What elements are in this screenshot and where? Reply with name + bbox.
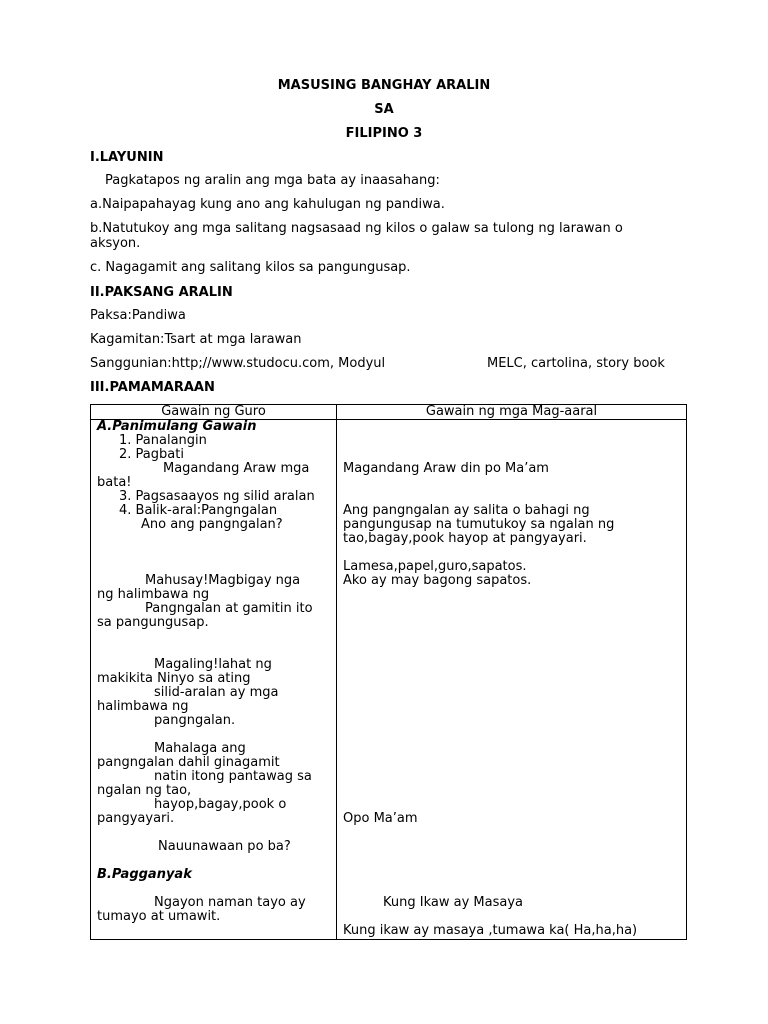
teacher-line: Mahalaga ang (154, 741, 246, 756)
teacher-line: pangyayari. (97, 811, 175, 826)
sanggunian-line-cont: MELC, cartolina, story book (487, 356, 665, 371)
student-line: Ang pangngalan ay salita o bahagi ng (343, 503, 590, 518)
teacher-line: Ngayon naman tayo ay (154, 895, 306, 910)
layunin-intro: Pagkatapos ng aralin ang mga bata ay inaasahang: (105, 173, 440, 188)
list-item: 2. Pagbati (119, 447, 184, 462)
student-line: pangungusap na tumutukoy sa ngalan ng (343, 517, 615, 532)
teacher-line: halimbawa ng (97, 699, 189, 714)
list-item: 3. Pagsasaayos ng silid aralan (119, 489, 315, 504)
teacher-line: ng halimbawa ng (97, 587, 210, 602)
layunin-a: a.Naipapahayag kung ano ang kahulugan ng pandiwa. (90, 197, 445, 212)
teacher-line: ngalan ng tao, (97, 783, 192, 798)
table-row (91, 420, 687, 940)
document-title-sa: SA (374, 102, 394, 117)
teacher-line: bata! (97, 475, 132, 490)
teacher-line: sa pangungusap. (97, 615, 209, 630)
teacher-line: Pangngalan at gamitin ito (145, 601, 313, 616)
teacher-line: pangngalan. (154, 713, 236, 728)
teacher-line: Nauunawaan po ba? (158, 839, 291, 854)
list-item: 1. Panalangin (119, 433, 207, 448)
table-header-row (91, 405, 687, 420)
teacher-line: silid-aralan ay mga (154, 685, 279, 700)
header-gawain-guro: Gawain ng Guro (91, 405, 337, 420)
student-line: Ako ay may bagong sapatos. (343, 573, 532, 588)
teacher-line: Mahusay!Magbigay nga (145, 573, 301, 588)
teacher-line: tumayo at umawit. (97, 909, 221, 924)
student-line: Magandang Araw din po Ma’am (343, 461, 549, 476)
section-panimulang-gawain: A.Panimulang Gawain (97, 419, 257, 434)
song-line: Kung ikaw ay masaya ,tumawa ka( Ha,ha,ha) (343, 923, 638, 938)
teacher-line: pangngalan dahil ginagamit (97, 755, 280, 770)
paksa-line: Paksa:Pandiwa (90, 308, 186, 323)
teacher-line: hayop,bagay,pook o (154, 797, 287, 812)
lesson-table (90, 404, 687, 940)
sanggunian-line: Sanggunian:http;//www.studocu.com, Modyul (90, 356, 386, 371)
song-title: Kung Ikaw ay Masaya (383, 895, 523, 910)
teacher-line: makikita Ninyo sa ating (97, 671, 251, 686)
teacher-line: Magandang Araw mga (163, 461, 310, 476)
kagamitan-line: Kagamitan:Tsart at mga larawan (90, 332, 302, 347)
layunin-b-cont: aksyon. (90, 236, 141, 251)
layunin-b: b.Natutukoy ang mga salitang nagsasaad ng kilos o galaw sa tulong ng larawan o (90, 221, 623, 236)
teacher-line: natin itong pantawag sa (154, 769, 312, 784)
paksa-heading: II.PAKSANG ARALIN (90, 285, 233, 300)
teacher-line: Magaling!lahat ng (154, 657, 272, 672)
section-pagganyak: B.Pagganyak (97, 867, 192, 882)
list-item: 4. Balik-aral:Pangngalan (119, 503, 278, 518)
student-line: Opo Ma’am (343, 811, 418, 826)
student-line: tao,bagay,pook hayop at pangyayari. (343, 531, 587, 546)
mag-aaral-column (337, 420, 687, 940)
student-line: Lamesa,papel,guro,sapatos. (343, 559, 527, 574)
layunin-heading: I.LAYUNIN (90, 150, 164, 165)
teacher-line: Ano ang pangngalan? (141, 517, 283, 532)
layunin-c: c. Nagagamit ang salitang kilos sa pangungusap. (90, 260, 411, 275)
pamamaraan-heading: III.PAMAMARAAN (90, 380, 215, 395)
header-gawain-mag-aaral: Gawain ng mga Mag-aaral (337, 405, 687, 420)
guro-column (91, 420, 337, 940)
document-subject: FILIPINO 3 (345, 126, 423, 141)
document-title: MASUSING BANGHAY ARALIN (277, 78, 491, 93)
